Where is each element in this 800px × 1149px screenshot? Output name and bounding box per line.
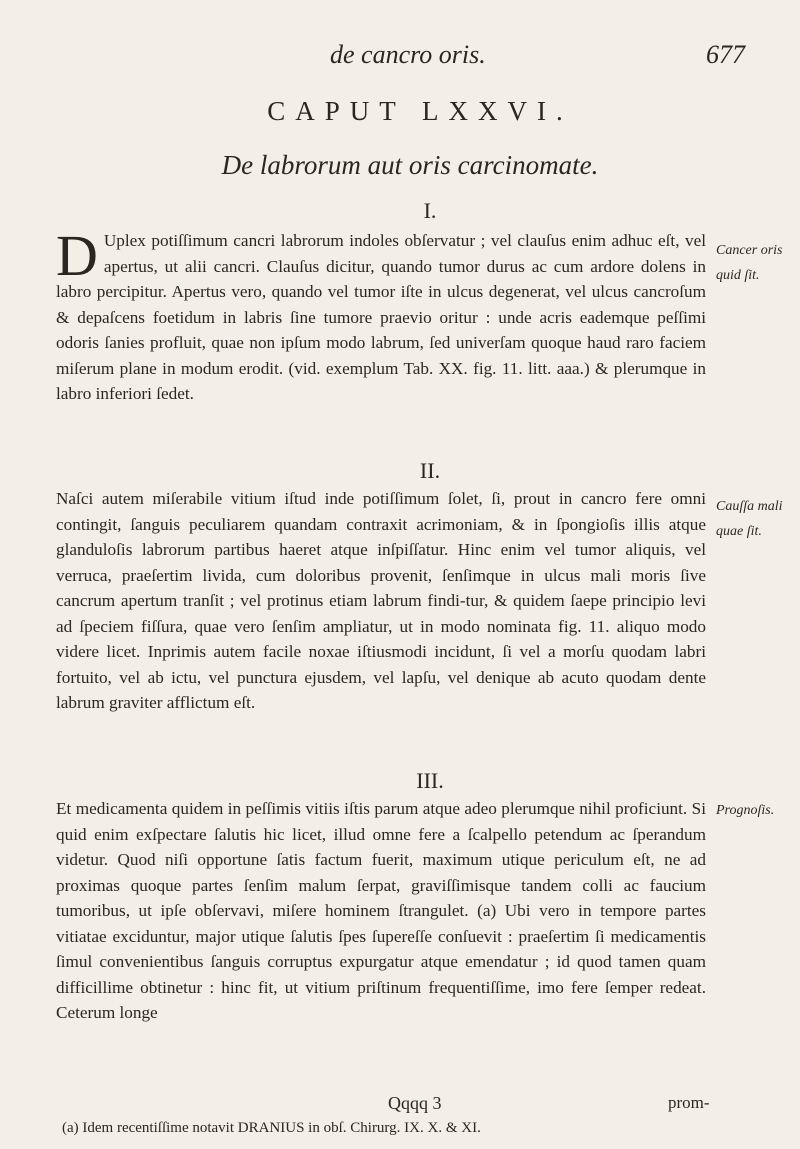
section-number-1: I.	[423, 198, 437, 223]
paragraph-2	[56, 486, 706, 716]
paragraph-3	[56, 796, 706, 1026]
paragraph-1	[56, 223, 706, 407]
margin-note-1-line-2: quid ſit.	[716, 268, 760, 283]
margin-note-2-line-1: Cauſſa mali	[716, 499, 783, 514]
paragraph-1-text: Uplex potiſſimum cancri labrorum indoles obſervatur ; vel clauſus enim adhuc eſt, vel apertus, ut alii cancri. Clauſus dicitur, quando tumor durus ac cum ardore dolens in labro percipitur. Apertus vero, quando vel tumor iſte in ulcus degenerat, vel ulcus cancroſum & depaſcens foetidum in labris ſine tumore praevio oritur : unde acris eademque peſſimi odoris ſanies profluit, quae non ipſum modo labrum, ſed univerſam quoque haud raro faciem miſerum plane in modum erodit. (vid. exemplum Tab. XX. fig. 11. litt. aaa.) & plerumque in labro inferiori ſedet.	[56, 231, 706, 403]
margin-note-cancer-oris	[716, 238, 800, 288]
margin-note-1-line-1: Cancer oris	[716, 243, 783, 258]
running-head	[0, 40, 800, 80]
chapter-title: De labrorum aut oris carcinomate.	[221, 150, 599, 180]
margin-note-prognosis: Prognoſis.	[716, 803, 775, 818]
section-number-3: III.	[416, 768, 444, 793]
page-number: 677	[706, 40, 745, 69]
signature-mark: Qqqq 3	[388, 1093, 442, 1113]
chapter-heading: CAPUT LXXVI.	[267, 96, 573, 126]
margin-note-caussa-mali	[716, 494, 800, 544]
paragraph-2-text: Naſci autem miſerabile vitium iſtud inde potiſſimum ſolet, ſi, prout in cancro fere omni contingit, ſanguis peculiarem quandam contraxit acrimoniam, & in ſpongioſis illis atque glanduloſis labrorum partibus haeret atque inſpiſſatur. Hinc enim vel tumor aliquis, vel verruca, praeſertim livida, cum doloribus provenit, ſenſimque in ulcus mali moris ſive cancrum apertum tranſit ; vel protinus etiam labrum findi-tur, & quidem ſaepe principio levi ad ſpeciem fiſſura, quae vero ſenſim ampliatur, ut in modo nominata fig. 11. aliquo modo videre licet. Inprimis autem facile noxae iſtiusmodi incidunt, ſi vel a morſu quodam labri fortuito, vel ab ictu, vel punctura ejusdem, vel lapſu, vel denique ab acuto quodam dente labrum graviter afflictum eſt.	[56, 489, 706, 712]
margin-note-2-line-2: quae ſit.	[716, 524, 762, 539]
footnote: (a) Idem recentiſſime notavit DRANIUS in obſ. Chirurg. IX. X. & XI.	[62, 1120, 481, 1136]
section-number-2: II.	[419, 458, 441, 483]
paragraph-3-text: Et medicamenta quidem in peſſimis vitiis iſtis parum atque adeo plerumque nihil proficiunt. Si quid enim exſpectare ſalutis hic licet, illud omne fere a ſcalpello petendum ac ſperandum videtur. Quod niſi opportune ſatis factum fuerit, maximum utique periculum eſt, ne ad proximas quoque partes ſenſim malum ſerpat, graviſſimisque tandem colli ac faucium tumoribus, ut ipſe obſervavi, miſere hominem ſtrangulet. (a) Ubi vero in tempore partes vitiatae exciduntur, major utique ſalutis ſpes ſupereſſe conſuevit : praeſertim ſi medicamentis ſimul convenientibus ſanguis corruptus expurgatur atque emendatur ; id quod tamen quam difficillime obtinetur : hinc fit, ut vitium priſtinum frequentiſſime, imo fere ſemper redeat. Ceterum longe	[56, 799, 706, 1022]
drop-cap: D	[56, 223, 98, 288]
running-title: de cancro oris.	[330, 40, 486, 69]
catchword: prom-	[668, 1093, 710, 1112]
